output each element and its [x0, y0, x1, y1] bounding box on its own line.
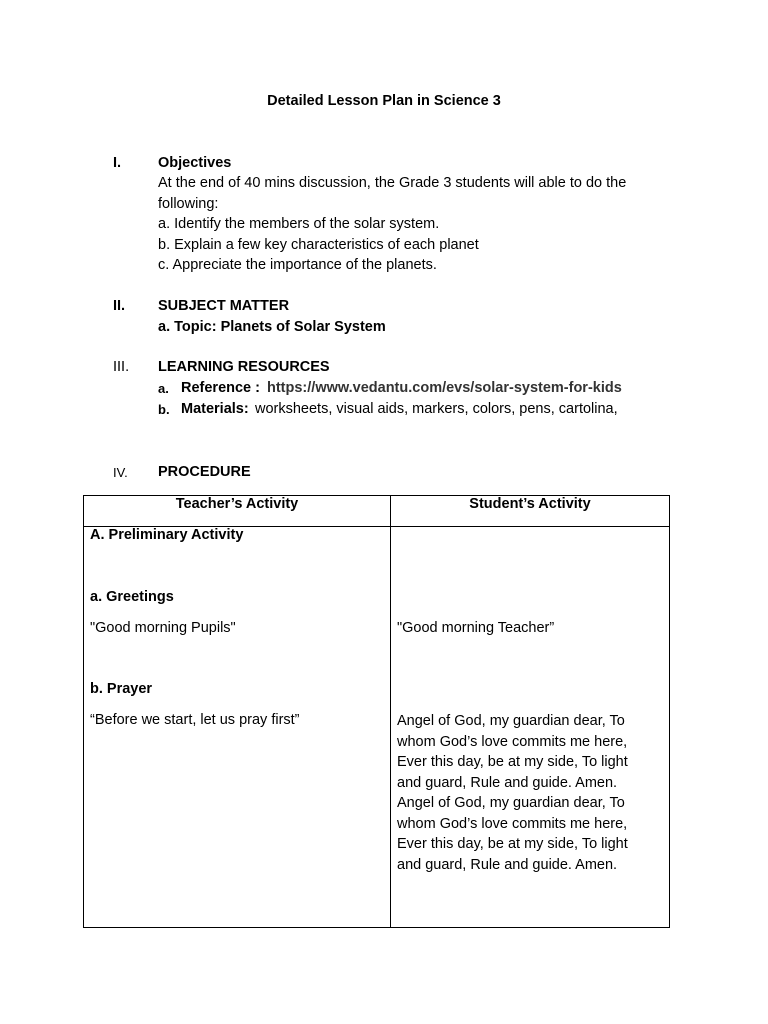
prayer-line: whom God’s love commits me here,: [397, 815, 628, 832]
procedure-numeral: IV.: [113, 465, 128, 480]
prayer-line: and guard, Rule and guide. Amen.: [397, 856, 618, 873]
materials-value: worksheets, visual aids, markers, colors, pens, cartolina,: [255, 401, 618, 417]
prayer-line: Ever this day, be at my side, To light: [397, 754, 628, 770]
subject-matter-numeral: II.: [113, 298, 126, 314]
learning-resources-heading: LEARNING RESOURCES: [158, 359, 330, 375]
learning-resources-numeral: III.: [113, 359, 130, 375]
prayer-line: Angel of God, my guardian dear, To: [397, 713, 625, 729]
procedure-table: [83, 495, 670, 928]
reference-marker: a.: [158, 381, 169, 396]
objectives-numeral: I.: [113, 155, 122, 171]
prayer-heading: b. Prayer: [90, 681, 153, 697]
prayer-line: and guard, Rule and guide. Amen.: [397, 774, 618, 791]
reference-label: Reference :: [181, 380, 260, 396]
student-activity-header: Student’s Activity: [469, 496, 591, 512]
objectives-line: a. Identify the members of the solar system.: [158, 216, 440, 232]
procedure-heading: PROCEDURE: [158, 464, 251, 480]
objectives-line: c. Appreciate the importance of the planets.: [158, 257, 437, 273]
teacher-activity-header: Teacher’s Activity: [175, 496, 299, 512]
greetings-teacher-text: "Good morning Pupils": [90, 620, 236, 636]
greetings-student-text: "Good morning Teacher”: [397, 620, 555, 636]
reference-link[interactable]: https://www.vedantu.com/evs/solar-system-for-kids: [267, 380, 622, 396]
prayer-line: whom God’s love commits me here,: [397, 733, 628, 750]
objectives-heading: Objectives: [158, 155, 232, 171]
prayer-line: Ever this day, be at my side, To light: [397, 836, 628, 852]
subject-matter-topic: a. Topic: Planets of Solar System: [158, 319, 386, 335]
prayer-teacher-text: “Before we start, let us pray first”: [90, 712, 300, 728]
prayer-student-text: [397, 711, 665, 875]
materials-label: Materials:: [181, 401, 249, 417]
objectives-line: At the end of 40 mins discussion, the Grade 3 students will able to do the: [158, 175, 627, 191]
prayer-line: Angel of God, my guardian dear, To: [397, 795, 625, 811]
subject-matter-heading: SUBJECT MATTER: [158, 298, 290, 314]
table-column-divider: [390, 496, 391, 927]
preliminary-activity-heading: A. Preliminary Activity: [90, 527, 244, 543]
materials-marker: b.: [158, 402, 170, 417]
objectives-line: following:: [158, 196, 219, 212]
document-title: Detailed Lesson Plan in Science 3: [267, 93, 501, 109]
objectives-line: b. Explain a few key characteristics of each planet: [158, 237, 479, 253]
greetings-heading: a. Greetings: [90, 589, 174, 605]
